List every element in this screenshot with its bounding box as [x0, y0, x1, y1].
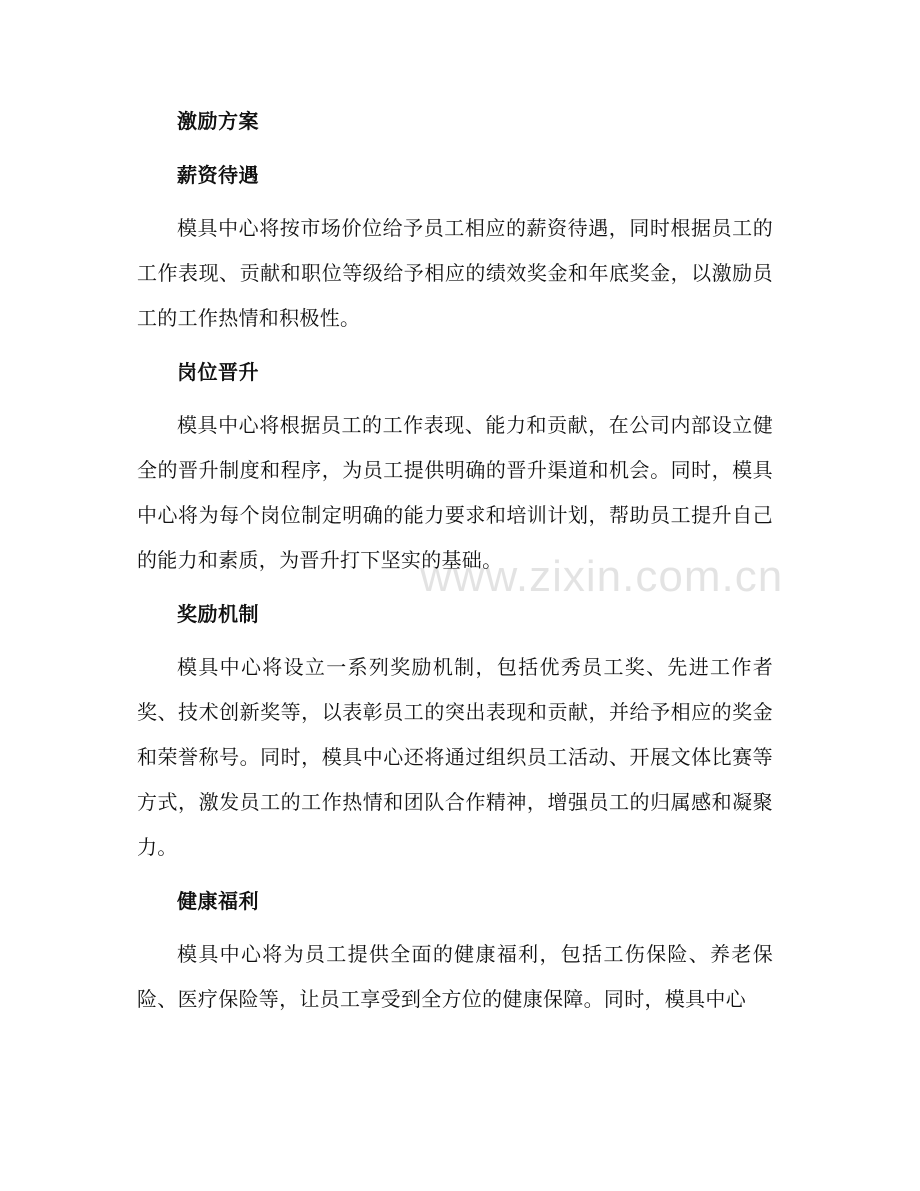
- document-content: [137, 104, 773, 1036]
- section-heading-health: 健康福利: [177, 889, 259, 913]
- section-body-rewards: 模具中心将设立一系列奖励机制，包括优秀员工奖、先进工作者奖、技术创新奖等，以表彰员工的突出表现和贡献，并给予相应的奖金和荣誉称号。同时，模具中心还将通过组织员工活动、开展文体比赛等方式，激发员工的工作热情和团队合作精神，增强员工的归属感和凝聚力。: [137, 655, 773, 859]
- section-heading-rewards: 奖励机制: [177, 602, 259, 626]
- document-title: 激励方案: [177, 109, 259, 133]
- watermark-text: www.zixin.com.cn: [420, 552, 784, 601]
- section-body-promotion: 模具中心将根据员工的工作表现、能力和贡献，在公司内部设立健全的晋升制度和程序，为员工提供明确的晋升渠道和机会。同时，模具中心将为每个岗位制定明确的能力要求和培训计划，帮助员工提升自己的能力和素质，为晋升打下坚实的基础。: [137, 413, 773, 572]
- section-heading-salary: 薪资待遇: [177, 163, 259, 187]
- section-heading-promotion: 岗位晋升: [177, 360, 259, 384]
- section-body-health: 模具中心将为员工提供全面的健康福利，包括工伤保险、养老保险、医疗保险等，让员工享受到全方位的健康保障。同时，模具中心: [137, 942, 773, 1011]
- section-body-salary: 模具中心将按市场价位给予员工相应的薪资待遇，同时根据员工的工作表现、贡献和职位等级给予相应的绩效奖金和年底奖金，以激励员工的工作热情和积极性。: [137, 216, 773, 330]
